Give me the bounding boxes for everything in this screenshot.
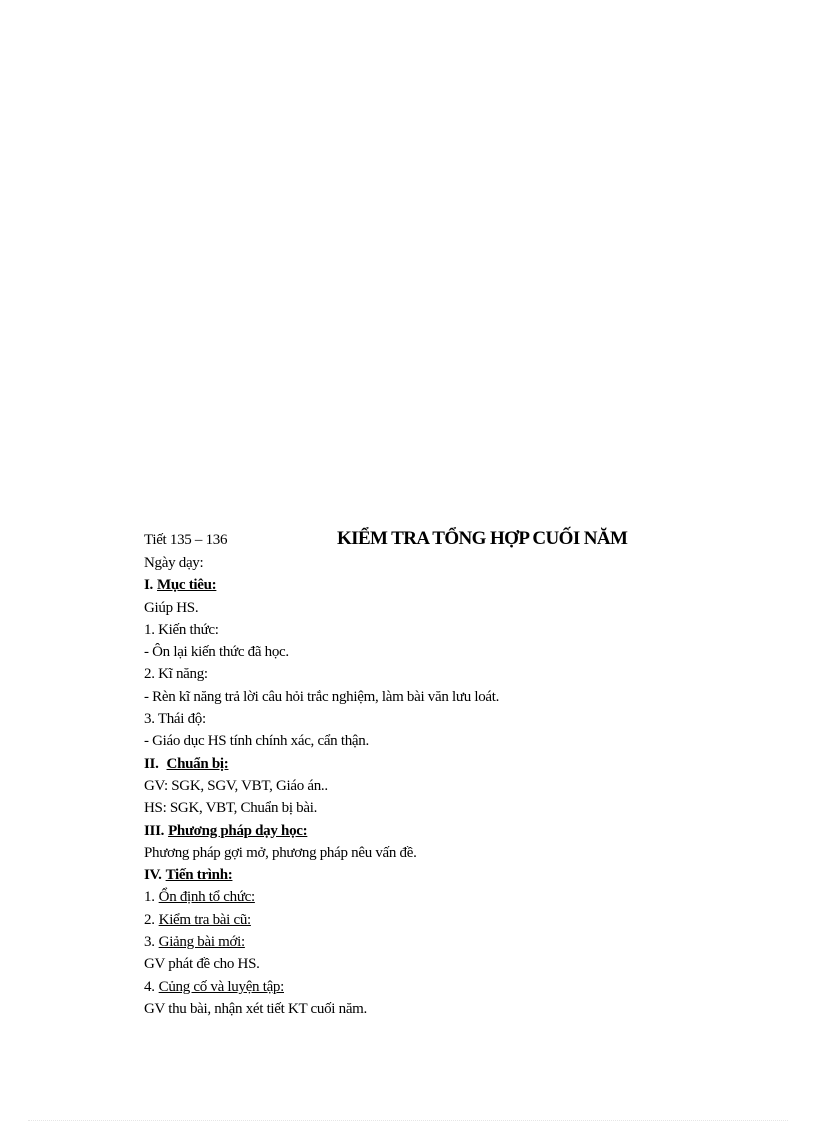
procedure-step <box>144 976 704 998</box>
step-label: Kiểm tra bài cũ: <box>158 911 251 928</box>
objective-line: - Rèn kĩ năng trả lời câu hỏi trắc nghiệm, làm bài văn lưu loát. <box>144 688 500 705</box>
step-4-text: GV thu bài, nhận xét tiết KT cuối năm. <box>144 1000 368 1017</box>
section-preparation-heading <box>144 753 704 775</box>
section-title: Chuẩn bị: <box>166 755 229 772</box>
section-procedure-heading <box>144 864 704 886</box>
step-number: 3. <box>144 934 155 951</box>
procedure-step <box>144 886 704 908</box>
page-bottom-rule <box>28 1120 788 1121</box>
section-objectives-heading <box>144 574 704 596</box>
section-numeral: II. <box>144 755 159 772</box>
step-3-text: GV phát đề cho HS. <box>144 956 260 973</box>
preparation-line: HS: SGK, VBT, Chuẩn bị bài. <box>144 800 318 817</box>
step-number: 4. <box>144 978 155 995</box>
procedure-step <box>144 909 704 931</box>
objective-line: 3. Thái độ: <box>144 711 206 728</box>
document-title: KIỂM TRA TỔNG HỢP CUỐI NĂM <box>337 528 628 549</box>
step-label: Ổn định tổ chức: <box>158 889 255 906</box>
procedure-step <box>144 931 704 953</box>
methods-text: Phương pháp gợi mở, phương pháp nêu vấn đề. <box>144 844 417 861</box>
step-number: 2. <box>144 911 155 928</box>
objective-line: - Giáo dục HS tính chính xác, cẩn thận. <box>144 733 369 750</box>
section-numeral: I. <box>144 577 153 594</box>
section-numeral: III. <box>144 822 165 839</box>
step-number: 1. <box>144 889 155 906</box>
objective-line: - Ôn lại kiến thức đã học. <box>144 644 289 661</box>
preparation-line: GV: SGK, SGV, VBT, Giáo án.. <box>144 777 328 794</box>
section-methods-heading <box>144 820 704 842</box>
lesson-number: Tiết 135 – 136 <box>144 532 228 548</box>
objective-line: 2. Kĩ năng: <box>144 666 208 683</box>
date-label: Ngày dạy: <box>144 555 204 571</box>
header-row <box>144 528 704 552</box>
section-title: Tiến trình: <box>165 867 233 884</box>
section-title: Phương pháp dạy học: <box>168 822 308 839</box>
section-title: Mục tiêu: <box>157 577 217 594</box>
document-body <box>144 528 704 1020</box>
section-numeral: IV. <box>144 867 162 884</box>
step-label: Củng cố và luyện tập: <box>158 978 284 995</box>
step-label: Giảng bài mới: <box>158 934 245 951</box>
objectives-intro: Giúp HS. <box>144 599 199 616</box>
objective-line: 1. Kiến thức: <box>144 621 219 638</box>
